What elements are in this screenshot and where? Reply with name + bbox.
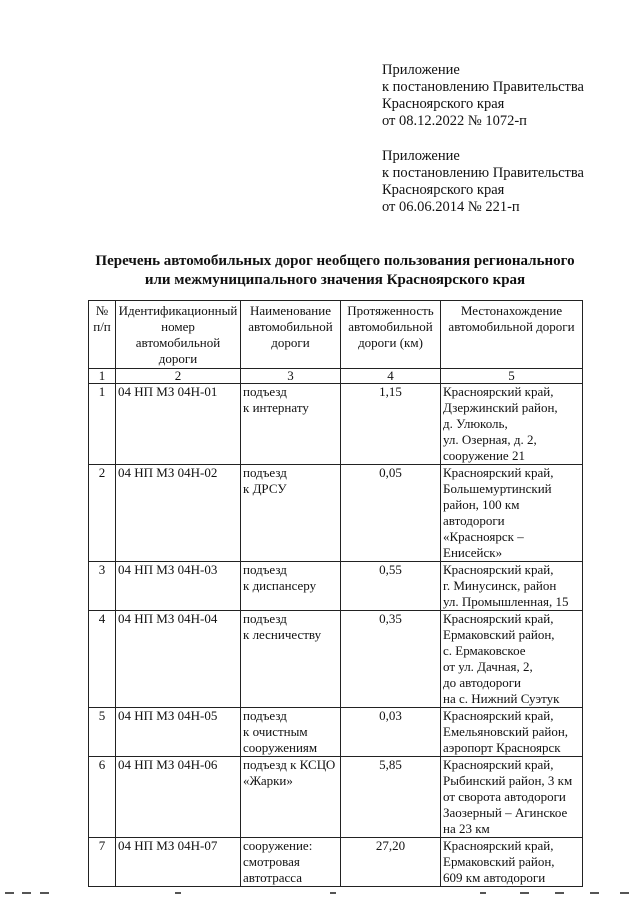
cell-line: подъезд [243,465,287,480]
appendix-line: Красноярского края [382,96,505,112]
cell-line: к ДРСУ [243,481,287,496]
table-row [89,562,583,611]
header-line: автомобильной [248,319,333,334]
cell-line: сооружение 21 [443,448,525,463]
header-number [89,301,116,369]
cell-identifier: 04 НП МЗ 04Н-05 [116,708,241,757]
cell-identifier: 04 НП МЗ 04Н-02 [116,465,241,562]
cell-length: 0,55 [341,562,441,611]
cell-line: Енисейск» [443,545,503,560]
cell-road-name [241,562,341,611]
header-line: Протяженность [347,303,434,318]
appendix-line: Приложение [382,62,460,78]
cell-line: на 23 км [443,821,490,836]
cell-line: Ермаковский район, [443,627,555,642]
cell-line: до автодороги [443,675,521,690]
cell-line: д. Улюколь, [443,416,508,431]
header-line: дороги [271,335,310,350]
cell-line: подъезд [243,384,287,399]
cell-identifier: 04 НП МЗ 04Н-06 [116,757,241,838]
cell-line: ул. Промышленная, 15 [443,594,569,609]
column-number-row [89,369,583,384]
table-header-row [89,301,583,369]
cell-location [441,465,583,562]
cell-line: Ермаковский район, [443,854,555,869]
cell-line: смотровая [243,854,300,869]
cell-road-name [241,384,341,465]
cell-line: Красноярский край, [443,708,554,723]
cell-line: Красноярский край, [443,757,554,772]
cell-identifier: 04 НП МЗ 04Н-07 [116,838,241,887]
cell-line: Заозерный – Агинское [443,805,568,820]
cell-length: 0,05 [341,465,441,562]
cell-number: 1 [89,384,116,465]
cell-road-name [241,757,341,838]
cell-line: к интернату [243,400,309,415]
cell-location [441,757,583,838]
cell-identifier: 04 НП МЗ 04Н-01 [116,384,241,465]
table-row [89,611,583,708]
header-line: автомобильной дороги [448,319,575,334]
cell-location [441,562,583,611]
cell-line: подъезд к КСЦО [243,757,336,772]
appendix-block-original [382,148,632,216]
column-number: 2 [116,369,241,384]
cell-road-name [241,611,341,708]
cell-number: 3 [89,562,116,611]
cell-line: аэропорт Красноярск [443,740,561,755]
appendix-block-current [382,62,632,130]
header-line: № [95,303,109,318]
column-number: 1 [89,369,116,384]
header-line: автомобильной [348,319,433,334]
cell-number: 6 [89,757,116,838]
column-number: 5 [441,369,583,384]
page-edge-marks [0,889,640,897]
cell-identifier: 04 НП МЗ 04Н-03 [116,562,241,611]
cell-line: Красноярский край, [443,562,554,577]
table-row [89,708,583,757]
cell-line: Красноярский край, [443,465,554,480]
header-line: автомобильной [135,335,221,350]
appendix-line: к постановлению Правительства [382,79,584,95]
table-row [89,384,583,465]
column-number: 4 [341,369,441,384]
table-row [89,838,583,887]
cell-line: автодороги [443,513,505,528]
appendix-line: к постановлению Правительства [382,165,584,181]
cell-location [441,384,583,465]
cell-line: «Красноярск – [443,529,524,544]
cell-line: к диспансеру [243,578,317,593]
cell-length: 0,35 [341,611,441,708]
cell-line: Большемуртинский [443,481,552,496]
cell-length: 5,85 [341,757,441,838]
cell-line: г. Минусинск, район [443,578,557,593]
cell-number: 5 [89,708,116,757]
cell-line: подъезд [243,708,287,723]
cell-line: с. Ермаковское [443,643,526,658]
cell-location [441,611,583,708]
cell-line: от сворота автодороги [443,789,566,804]
cell-line: от ул. Дачная, 2, [443,659,533,674]
header-length [341,301,441,369]
title-line-2: или межмуниципального значения Красноярского края [144,272,526,288]
cell-line: 609 км автодороги [443,870,546,885]
cell-line: к очистным [243,724,308,739]
appendix-line: Красноярского края [382,182,505,198]
roads-table [88,300,583,887]
header-line: Идентификационный [118,303,238,318]
cell-number: 7 [89,838,116,887]
cell-line: подъезд [243,562,287,577]
appendix-line: от 08.12.2022 № 1072-п [382,113,527,129]
appendix-line: Приложение [382,148,460,164]
cell-location [441,708,583,757]
header-identifier [116,301,241,369]
cell-line: «Жарки» [243,773,293,788]
cell-line: Емельяновский район, [443,724,569,739]
cell-line: район, 100 км [443,497,520,512]
cell-length: 1,15 [341,384,441,465]
cell-line: на с. Нижний Суэтук [443,691,560,706]
cell-line: ул. Озерная, д. 2, [443,432,537,447]
cell-identifier: 04 НП МЗ 04Н-04 [116,611,241,708]
column-number: 3 [241,369,341,384]
header-location [441,301,583,369]
cell-line: подъезд [243,611,287,626]
header-line: Местонахождение [460,303,563,318]
cell-line: Красноярский край, [443,611,554,626]
header-road-name [241,301,341,369]
cell-line: к лесничеству [243,627,322,642]
table-body [89,369,583,887]
header-line: дороги (км) [358,335,423,350]
cell-length: 0,03 [341,708,441,757]
title-line-1: Перечень автомобильных дорог необщего пользования регионального [95,253,575,269]
cell-line: Красноярский край, [443,384,554,399]
document-title [60,252,610,290]
cell-road-name [241,838,341,887]
cell-line: автотрасса [243,870,303,885]
header-line: номер [161,319,195,334]
header-line: дороги [158,351,198,366]
cell-road-name [241,465,341,562]
cell-line: Рыбинский район, 3 км [443,773,573,788]
cell-number: 4 [89,611,116,708]
cell-line: сооружение: [243,838,313,853]
cell-road-name [241,708,341,757]
table-row [89,465,583,562]
cell-location [441,838,583,887]
header-line: Наименование [250,303,331,318]
cell-number: 2 [89,465,116,562]
table-row [89,757,583,838]
header-line: п/п [93,319,111,334]
cell-line: сооружениям [243,740,318,755]
cell-line: Дзержинский район, [443,400,558,415]
appendix-line: от 06.06.2014 № 221-п [382,199,520,215]
cell-length: 27,20 [341,838,441,887]
cell-line: Красноярский край, [443,838,554,853]
